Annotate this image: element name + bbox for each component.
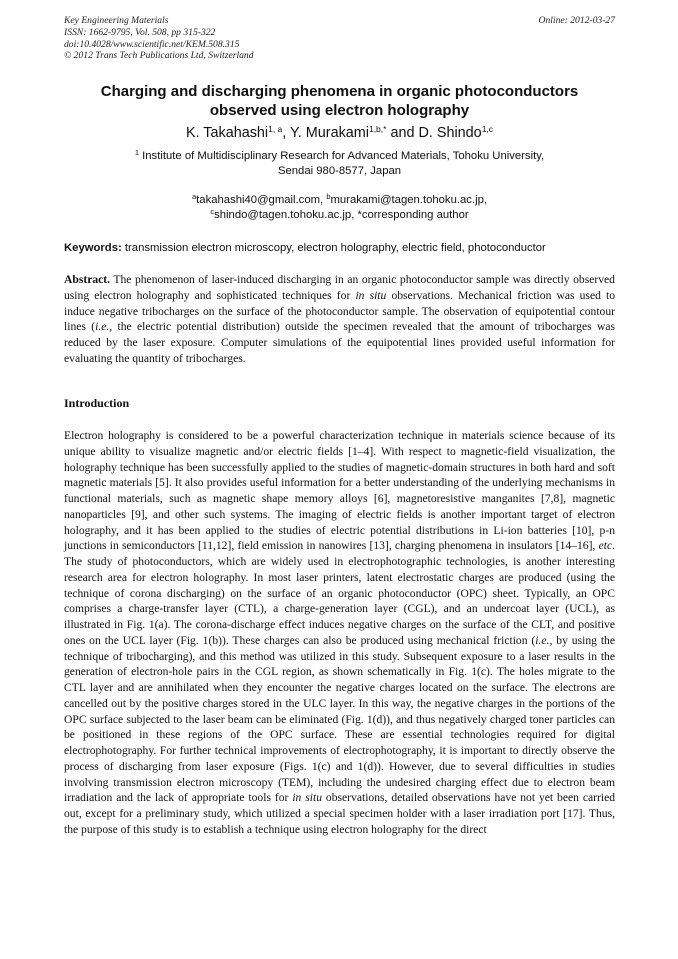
author-3-sup: 1,c <box>481 124 494 134</box>
abstract-part-3: the electric potential distribution) outside the specimen revealed that the amount of tribocharges was reduced by the laser exposure. Computer simulations of the equipotential lines provided useful information for evaluating the quantity of tribocharges. <box>64 320 615 365</box>
intro-italic-3: in situ <box>292 791 322 805</box>
email-list <box>84 193 595 222</box>
abstract-part-1: The phenomenon of laser-induced discharging in an organic photoconductor sample was directly observed using electron holography and sophisticated techniques for <box>64 273 615 302</box>
paper-title <box>64 82 615 120</box>
author-list: K. Takahashi$^{1, a}$, Y. Murakami$^{1,b,*}$ and D. Shindo$^{1,c}$ <box>185 124 494 141</box>
keywords-label: Keywords: <box>64 242 122 254</box>
email-b-sup: b <box>326 192 331 201</box>
email-c[interactable]: shindo@tagen.tohoku.ac.jp, *corresponding author <box>214 208 469 221</box>
affiliation-line-2: Sendai 980-8577, Japan <box>277 165 402 177</box>
email-b[interactable]: murakami@tagen.tohoku.ac.jp, <box>330 194 488 206</box>
email-a[interactable]: takahashi40@gmail.com, <box>196 194 324 206</box>
abstract-paragraph <box>64 272 615 367</box>
author-1-name: K. Takahashi <box>185 125 269 141</box>
keywords <box>64 241 624 255</box>
title-line-1: Charging and discharging phenomena in organic photoconductors <box>100 83 579 100</box>
introduction-paragraph <box>64 428 615 838</box>
journal-header <box>64 15 615 62</box>
affiliation-sup: 1 <box>134 148 139 157</box>
author-1-sup: 1, a <box>268 124 283 134</box>
intro-italic-2: i.e. <box>535 633 550 647</box>
author-and: and <box>390 125 415 141</box>
intro-part-3: , by using the technique of tribocharging), and this method was utilized in this study. Subsequent exposure to a laser results in the generation of electron-hole pairs in the CGL region, as shown schematically in Fig. 1(c). The holes migrate to the CTL layer and are annihilated when they encounter the negative charges located on the surface. The electrons are cancelled out by the positive charges stored in the ULC layer. In this way, the negative charges in the portions of the OPC surface subjected to the laser beam can be eliminated (Fig. 1(d)), and thus negatively charged toner particles can be positioned in these regions of the OPC surface. These are essential technologies required for digital electrophotography. For further technical improvements of electrophotography, it is important to directly observe the process of discharging from laser exposure (Figs. 1(c) and 1(d)). However, due to several difficulties in studies involving transmission electron microscopy (TEM), including the undesired charging effect due to electron beam irradiation and the lack of appropriate tools for <box>64 633 615 805</box>
author-2-sup: 1,b,* <box>368 124 387 134</box>
email-a-sup: a <box>191 192 197 201</box>
abstract-italic-1: in situ <box>355 288 387 302</box>
abstract-label: Abstract. <box>64 273 111 286</box>
online-date: Online: 2012-03-27 <box>538 15 615 26</box>
keywords-text: transmission electron microscopy, electron holography, electric field, photoconductor <box>124 242 546 254</box>
author-2-name: Y. Murakami <box>290 125 369 141</box>
email-c-sup: c <box>210 206 215 216</box>
affiliation <box>84 149 595 179</box>
copyright-line: © 2012 Trans Tech Publications Ltd, Switzerland <box>64 50 254 62</box>
intro-part-2: . The study of photoconductors, which are widely used in electrophotographic technologies, is another interesting research area for electron holography. In most laser printers, latent electrostatic charges are produced (using the technique of corona discharging) on the surface of an organic photoconductor (OPC) sheet. Typically, an OPC comprises a charge-transfer layer (CTL), a charge-generation layer (CGL), and an undercoat layer (UCL), as illustrated in Fig. 1(a). The corona-discharge effect induces negative charges on the surface of the CLT, and positive ones on the UCL layer (Fig. 1(b)). These charges can also be produced using mechanical friction ( <box>64 539 615 647</box>
abstract-italic-2: i.e., <box>95 320 113 334</box>
doi-line: doi:10.4028/www.scientific.net/KEM.508.315 <box>64 38 240 50</box>
author-3-name: D. Shindo <box>418 125 482 141</box>
intro-part-4: observations, detailed observations have not yet been carried out, except for a preliminary study, which utilized a special specimen holder with a laser irradiation port [17]. Thus, the purpose of this study is to establish a technique using electron holography for the direct <box>64 791 616 836</box>
issn-line: ISSN: 1662-9795, Vol. 508, pp 315-322 <box>64 26 216 38</box>
introduction-heading: Introduction <box>64 396 130 410</box>
title-line-2: observed using electron holography <box>209 102 470 119</box>
abstract-part-2: observations. Mechanical friction was used to induce negative tribocharges on the surface of the photoconductor sample. The observation of equipotential contour lines ( <box>64 288 616 334</box>
journal-name: Key Engineering Materials <box>64 15 169 26</box>
affiliation-line-1: Institute of Multidisciplinary Research for Advanced Materials, Tohoku University, <box>142 150 545 162</box>
intro-italic-1: etc <box>598 539 613 553</box>
intro-part-1: Electron holography is considered to be a powerful characterization technique in materials science because of its unique ability to visualize magnetic and/or electric fields [1–4]. With respect to magnetic-field visualization, the holography technique has been successfully applied to the studies of magnetic-domain structures in both hard and soft magnetic materials [5]. It also provides useful information for a better understanding of the underlying mechanisms in functional materials, such as magnetic shape memory alloys [6], magnetoresistive manganites [7,8], magnetic nanoparticles [9], and other such systems. The imaging of electric fields is another important target of electron holography, and it has been applied to the studies of electric potential distributions in Li-ion batteries [10], p-n junctions in semiconductors [11,12], field emission in nanowires [13], charging phenomena in insulators [14–16], <box>64 429 615 553</box>
